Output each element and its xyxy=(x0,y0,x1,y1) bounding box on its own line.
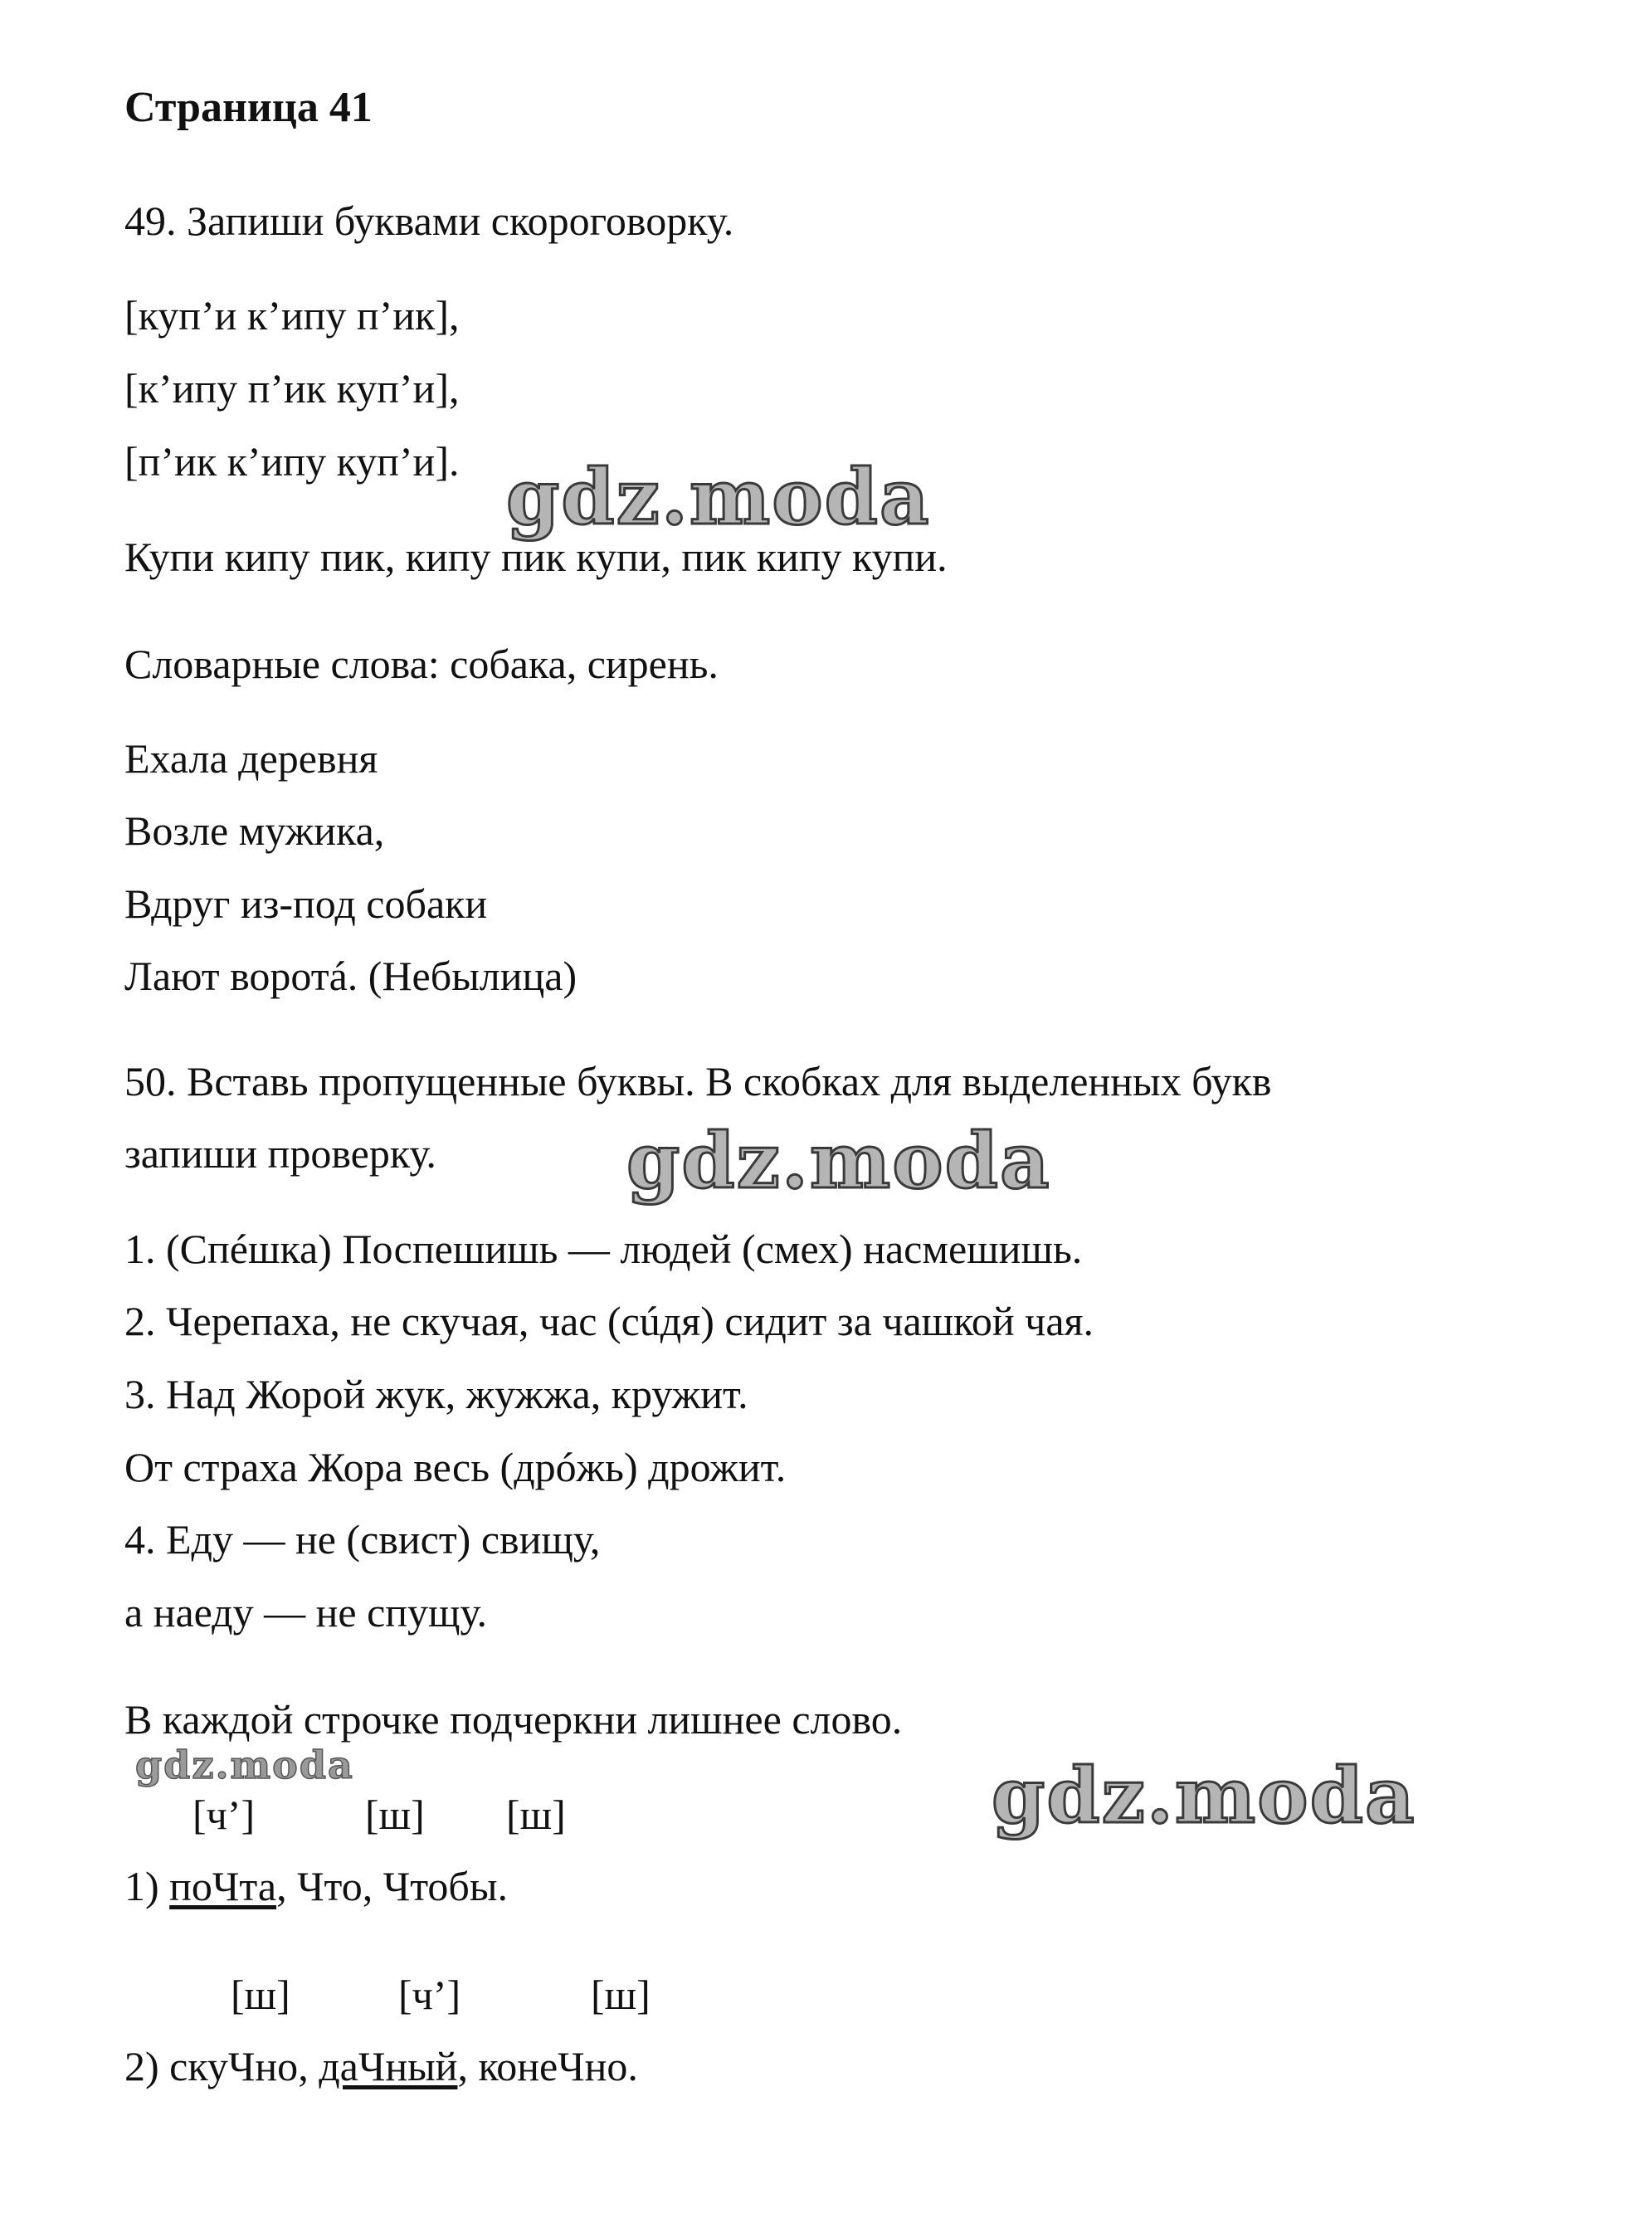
page-title: Страница 41 xyxy=(124,84,373,131)
separator: , xyxy=(362,1863,383,1909)
row-number: 1) xyxy=(124,1863,170,1909)
sound-label: [ш] xyxy=(591,1972,651,2018)
exercise-50-heading: 50. Вставь пропущенные буквы. В скобках для выделенных букв xyxy=(124,1058,1272,1104)
exercise-49-answer: Купи кипу пик, кипу пик купи, пик кипу купи. xyxy=(124,534,948,580)
row-number: 2) xyxy=(124,2043,170,2089)
word: конеЧно xyxy=(478,2043,628,2089)
odd-word-underlined: поЧта xyxy=(169,1863,277,1909)
exercise-50-item: 3. Над Жорой жук, жужжа, кружит. xyxy=(124,1371,748,1417)
underline-task: В каждой строчке подчеркни лишнее слово. xyxy=(124,1696,903,1743)
transcription-line: [п’ик к’ипу куп’и]. xyxy=(124,438,460,485)
exercise-50-item: 2. Черепаха, не скучая, час (сúдя) сидит за чашкой чая. xyxy=(124,1298,1094,1344)
watermark: gdz.moda xyxy=(506,452,931,542)
watermark: gdz.moda xyxy=(135,1743,354,1787)
sound-label: [ч’] xyxy=(398,1972,461,2018)
exercise-50-item: От страха Жора весь (дрóжь) дрожит. xyxy=(124,1444,787,1490)
sound-label: [ш] xyxy=(365,1792,425,1838)
word-row-1 xyxy=(124,1863,508,1911)
watermark: gdz.moda xyxy=(992,1751,1416,1840)
poem-line: Лают воротá. (Небылица) xyxy=(124,953,577,999)
separator: , xyxy=(276,1863,298,1909)
vocabulary-words: Словарные слова: собака, сирень. xyxy=(124,641,719,687)
poem-line: Ехала деревня xyxy=(124,735,378,782)
word-row-2 xyxy=(124,2043,638,2091)
exercise-50-heading-cont: запиши проверку. xyxy=(124,1130,436,1177)
separator: . xyxy=(627,2043,638,2089)
separator: , xyxy=(457,2043,479,2089)
poem-line: Вдруг из-под собаки xyxy=(124,880,488,927)
poem-line: Возле мужика, xyxy=(124,807,385,854)
sound-label: [ш] xyxy=(506,1792,566,1838)
watermark: gdz.moda xyxy=(626,1116,1051,1206)
exercise-50-item: а наеду — не спущу. xyxy=(124,1589,488,1636)
exercise-50-item: 4. Еду — не (свист) свищу, xyxy=(124,1516,601,1563)
transcription-line: [к’ипу п’ик куп’и], xyxy=(124,365,460,412)
word: скуЧно xyxy=(169,2043,299,2089)
exercise-49-heading: 49. Запиши буквами скороговорку. xyxy=(124,197,734,244)
sound-label: [ш] xyxy=(231,1972,290,2018)
exercise-50-item: 1. (Спéшка) Поспешишь — людей (смех) насмешишь. xyxy=(124,1226,1083,1272)
sound-label: [ч’] xyxy=(192,1792,256,1838)
odd-word-underlined: даЧный xyxy=(319,2043,458,2089)
word: Что xyxy=(297,1863,363,1909)
transcription-line: [куп’и к’ипу п’ик], xyxy=(124,292,460,339)
word: Чтобы xyxy=(383,1863,498,1909)
separator: , xyxy=(298,2043,319,2089)
separator: . xyxy=(497,1863,508,1909)
